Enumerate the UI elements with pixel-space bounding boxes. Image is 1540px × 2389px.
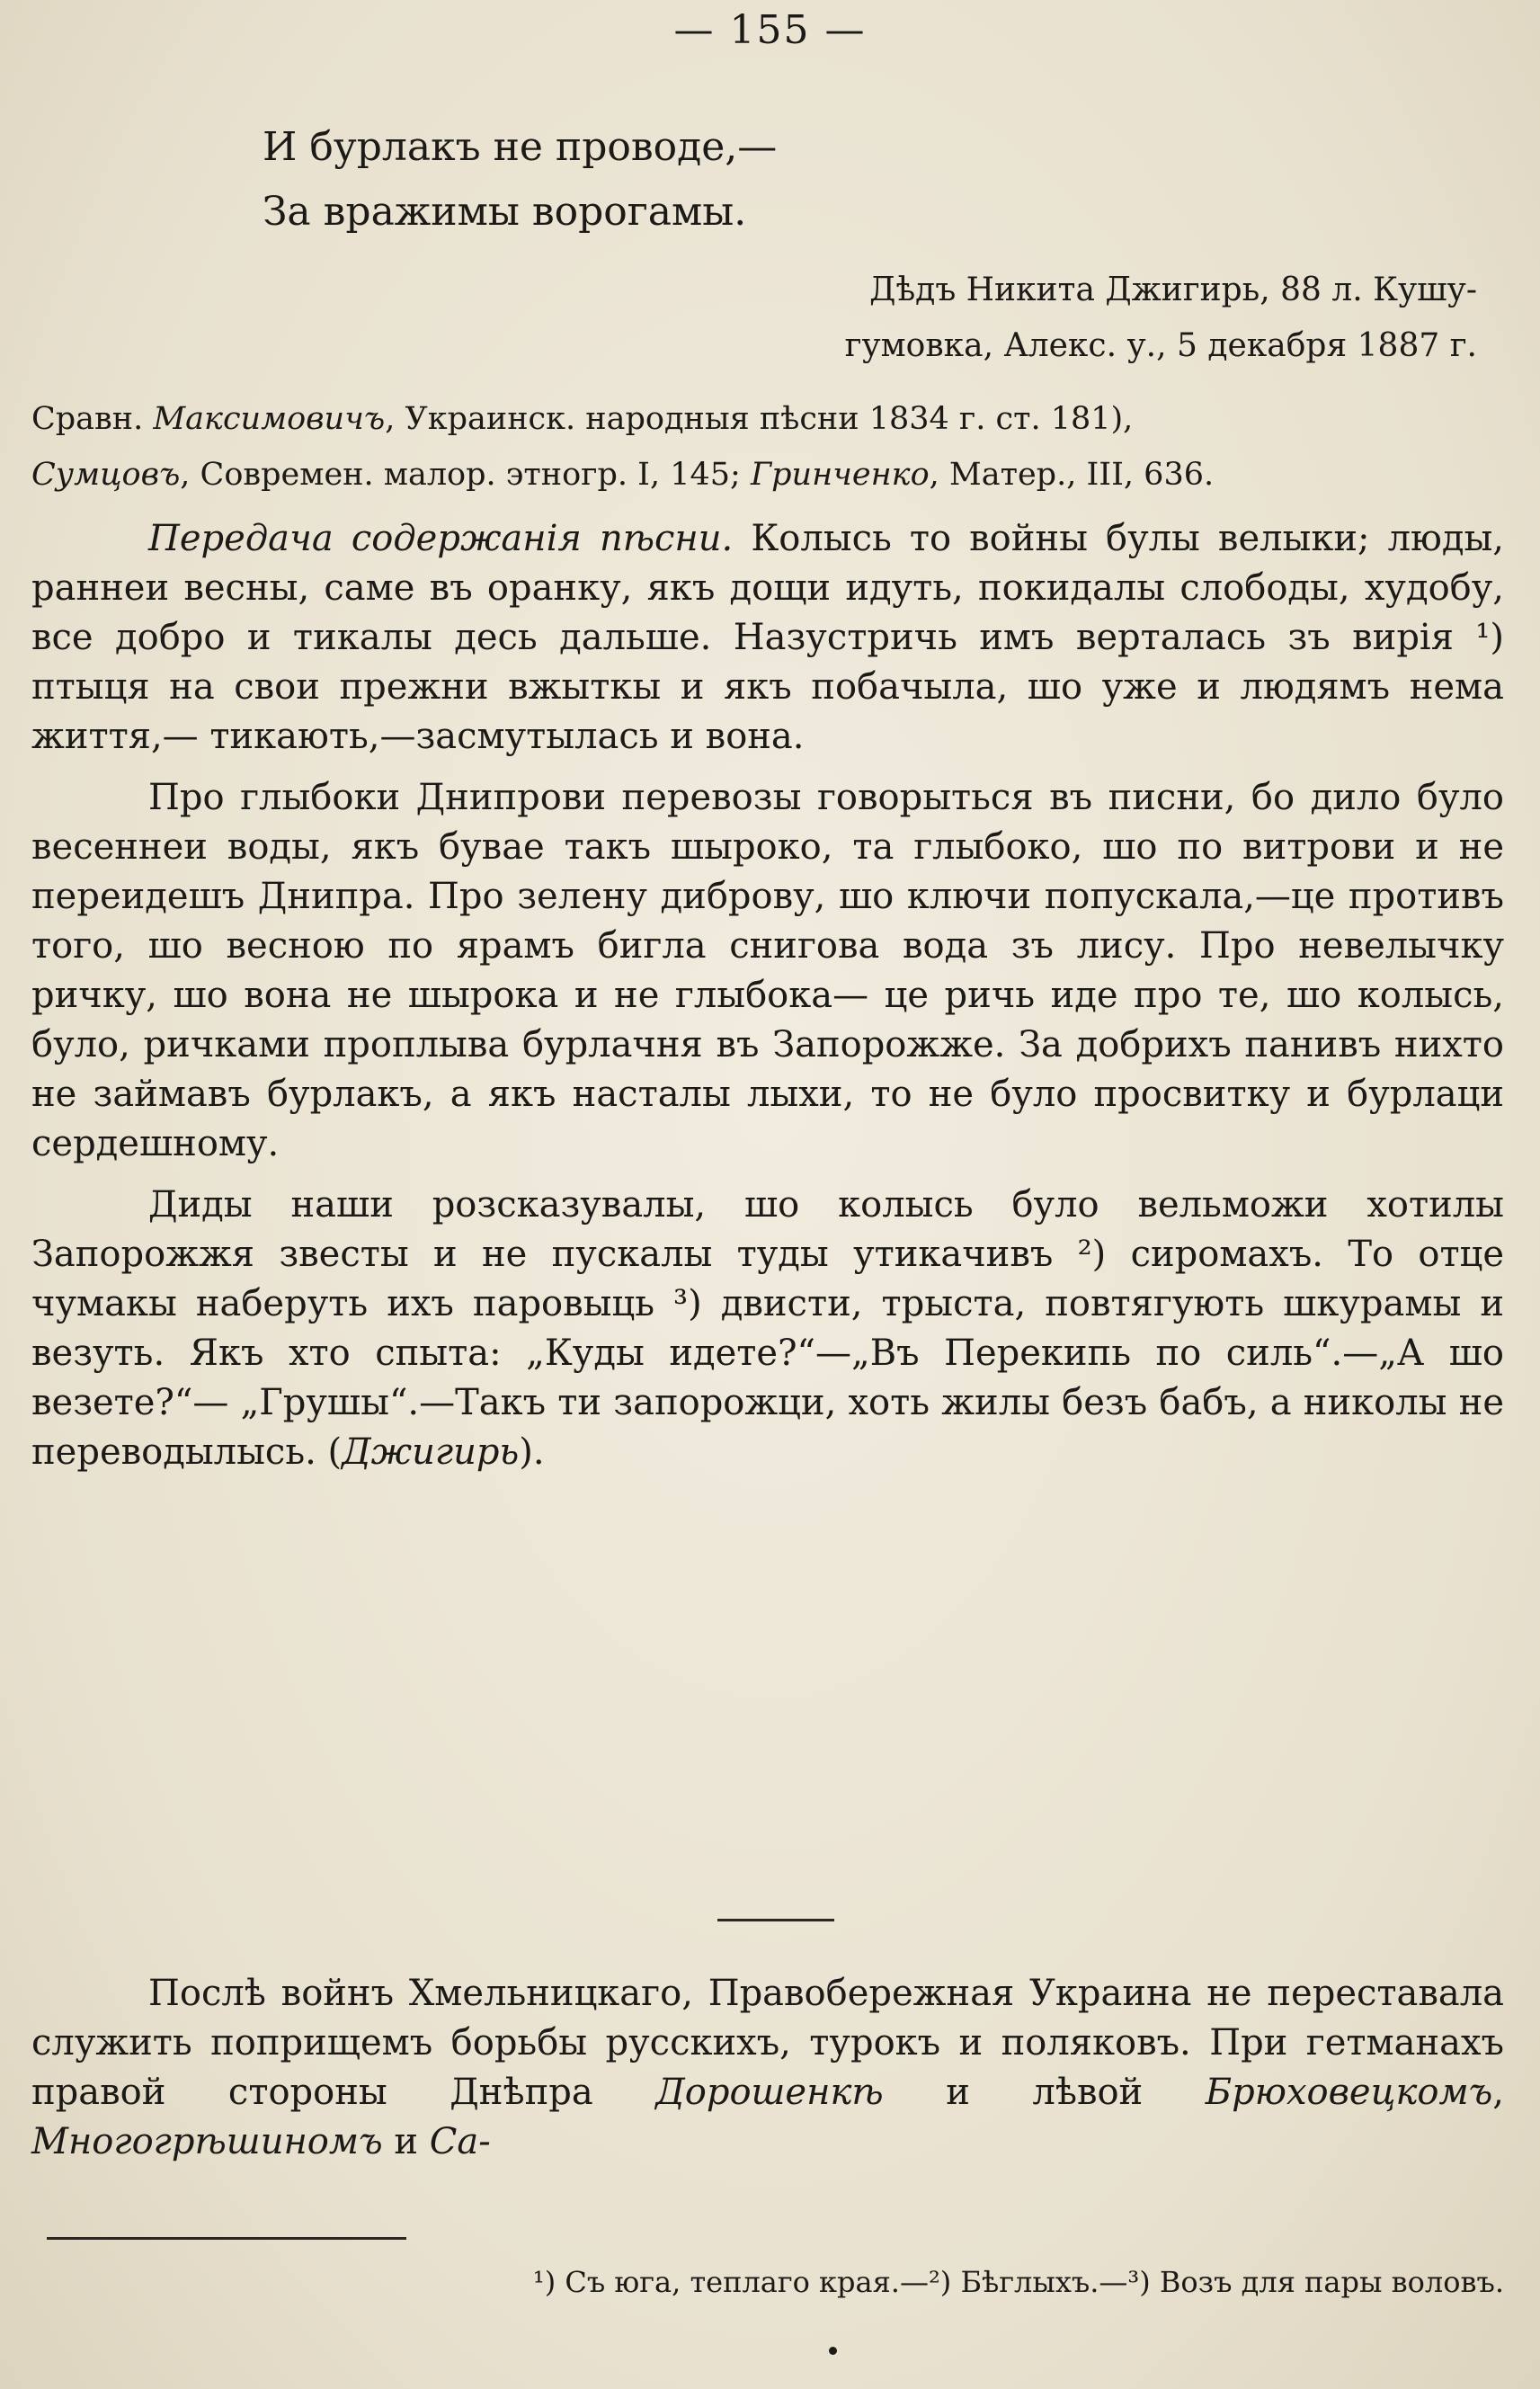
page-number: — 155 — xyxy=(673,7,867,53)
paragraph-heading: Передача содержанія пѣсни. xyxy=(148,518,734,559)
song-attribution xyxy=(845,263,1477,374)
source-name: Джигирь xyxy=(342,1431,520,1473)
history-text xyxy=(31,1969,1504,2179)
paragraph-end: ). xyxy=(519,1431,545,1473)
reference-line xyxy=(31,391,1504,447)
paragraph-text: Послѣ войнъ Хмельницкаго, Правобережная Украина не переставала служить поприщемъ борьбы русскихъ, турокъ и поляковъ. При гетманахъ правой стороны Днѣпра xyxy=(31,1973,1504,2113)
paragraph-history xyxy=(31,1969,1504,2167)
paragraph-chumaks xyxy=(31,1181,1504,1477)
reference-author: Максимовичъ xyxy=(153,401,386,437)
reference-author: Сумцовъ xyxy=(31,457,181,493)
attribution-line: гумовка, Алекс. у., 5 декабря 1887 г. xyxy=(844,327,1477,364)
paragraph-song-summary xyxy=(31,514,1504,762)
attribution-line: Дѣдъ Никита Джигирь, 88 л. Кушу- xyxy=(869,272,1477,308)
hetman-name: Дорошенкѣ xyxy=(655,2072,884,2113)
footnotes: ¹) Съ юга, теплаго края.—²) Бѣглыхъ.—³) Возъ для пары воловъ. xyxy=(532,2265,1504,2299)
comparison-references xyxy=(31,391,1504,503)
hetman-name: Многогрѣшиномъ xyxy=(31,2121,383,2162)
reference-text: , Современ. малор. этногр. I, 145; xyxy=(180,457,751,493)
paragraph-text: и лѣвой xyxy=(883,2072,1206,2113)
paragraph-text: , xyxy=(1492,2072,1504,2113)
verse-line: И бурлакъ не проводе,— xyxy=(263,124,778,170)
main-text xyxy=(31,514,1504,1489)
hetman-name: Са- xyxy=(429,2121,491,2162)
paragraph-text: Колысь то войны булы велыки; люды, раннеи весны, саме въ оранку, якъ дощи идуть, покидалы слободы, худобу, все добро и тикалы десь дальше. Назустричь имъ верталась зъ вирія ¹) птыця на свои прежни вжыткы и якъ побачыла, шо уже и людямъ нема життя,— тикають,—засмутылась и вона. xyxy=(31,518,1504,757)
verse-block xyxy=(263,115,777,245)
reference-text: , Украинск. народныя пѣсни 1834 г. ст. 181), xyxy=(385,401,1134,437)
hetman-name: Брюховецкомъ xyxy=(1205,2072,1493,2113)
reference-line xyxy=(31,447,1504,503)
footnote-rule xyxy=(47,2237,406,2240)
reference-text: , Матер., III, 636. xyxy=(929,457,1215,493)
section-divider xyxy=(717,1919,834,1921)
paragraph-dnieper: Про глыбоки Днипрови перевозы говорыться въ писни, бо дило було весеннеи воды, якъ бувае такъ шыроко, та глыбоко, шо по витрови и не переидешъ Днипра. Про зелену диброву, шо ключи попускала,—це противъ того, шо весною по ярамъ бигла снигова вода зъ лису. Про невелычку ричку, шо вона не шырока и не глыбока— це ричь иде про те, шо колысь, було, ричками проплыва бурлачня въ Запорожже. За добрихъ панивъ нихто не займавъ бурлакъ, а якъ насталы лыхи, то не було просвитку и бурлаци сердешному. xyxy=(31,777,1504,1164)
reference-prefix: Сравн. xyxy=(31,401,154,437)
page-mark-dot xyxy=(829,2347,837,2355)
reference-author: Гринченко xyxy=(750,457,930,493)
verse-line: За вражимы ворогамы. xyxy=(263,189,747,235)
paragraph-text: Диды наши розсказувалы, шо колысь було вельможи хотилы Запорожжя звесты и не пускалы туды утикачивъ ²) сиромахъ. То отце чумакы наберуть ихъ паровыць ³) двисти, трыста, повтягують шкурамы и везуть. Якъ хто спыта: „Куды идете?“—„Въ Перекипь по силь“.—„А шо везете?“— „Грушы“.—Такъ ти запорожци, хоть жилы безъ бабъ, а николы не переводылысь. ( xyxy=(31,1184,1504,1473)
paragraph-text: и xyxy=(382,2121,430,2162)
